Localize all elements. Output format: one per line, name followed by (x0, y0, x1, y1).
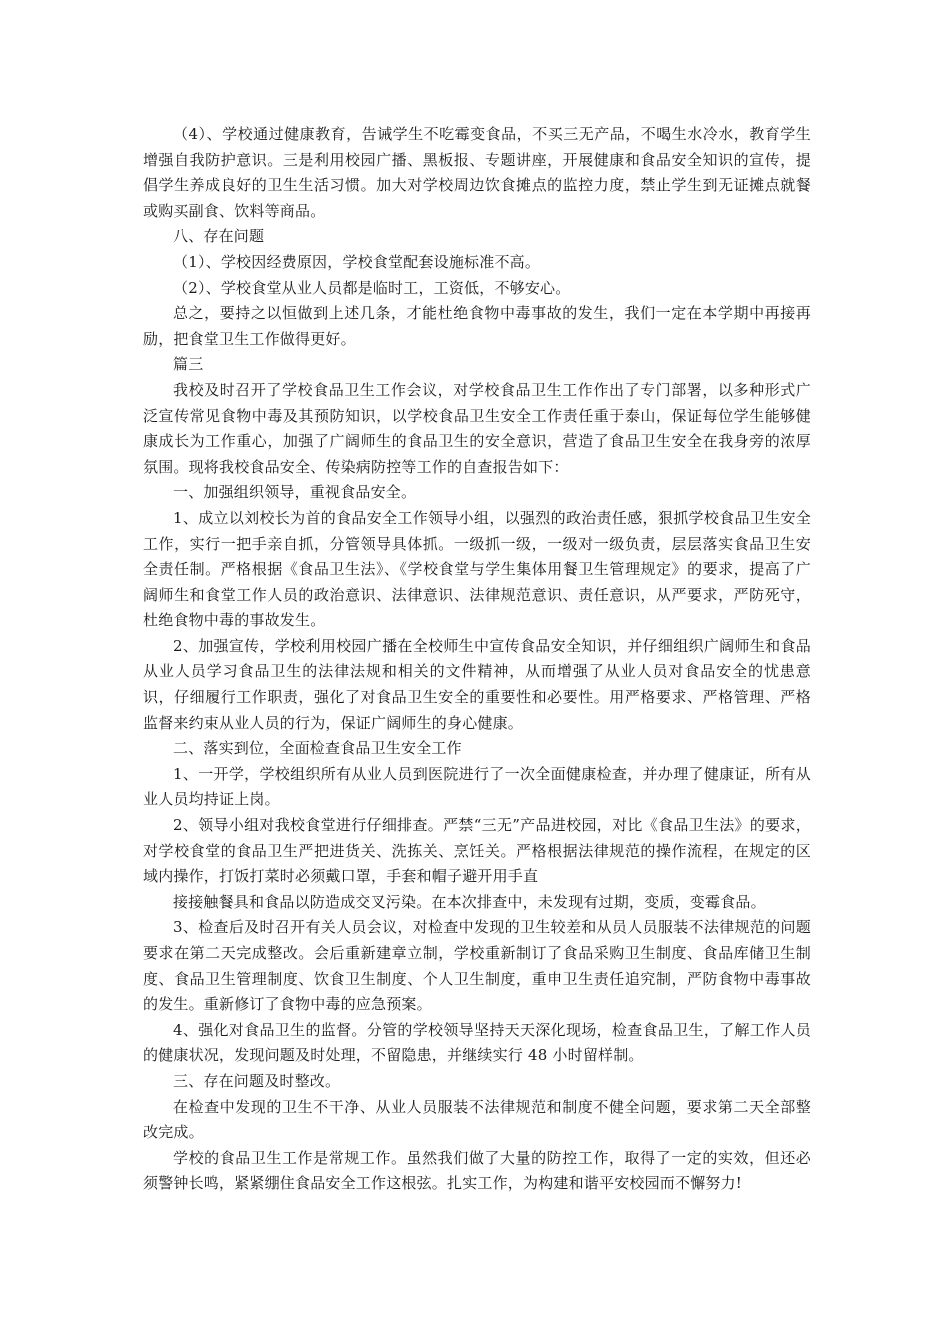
paragraph-inspection-3: 3、检查后及时召开有关人员会议，对检查中发现的卫生较差和从员人员服装不法律规范的问题要求在第二天完成整改。会后重新建章立制，学校重新制订了食品采购卫生制度、食品库储卫生制度、食品卫生管理制度、饮食卫生制度、个人卫生制度，重申卫生责任追究制，严防食物中毒事故的发生。重新修订了食物中毒的应急预案。 (143, 918, 811, 1014)
paragraph-inspection-1: 1、一开学，学校组织所有从业人员到医院进行了一次全面健康检查，并办理了健康证，所有从业人员均持证上岗。 (143, 764, 811, 809)
paragraph-leadership-1: 1、成立以刘校长为首的食品安全工作领导小组，以强烈的政治责任感，狠抓学校食品卫生安全工作，实行一把手亲自抓，分管领导具体抓。一级抓一级，一级对一级负责，层层落实食品卫生安全责任制。严格根据《食品卫生法》、《学校食堂与学生集体用餐卫生管理规定》的要求，提高了广阔师生和食堂工作人员的政治意识、法律意识、法律规范意识、责任意识，从严要求，严防死守，杜绝食物中毒的事故发生。 (143, 508, 811, 630)
paragraph-intro: 我校及时召开了学校食品卫生工作会议，对学校食品卫生工作作出了专门部署，以多种形式广泛宣传常见食物中毒及其预防知识，以学校食品卫生安全工作责任重于泰山，保证每位学生能够健康成长为工作重心，加强了广阔师生的食品卫生的安全意识，营造了食品卫生安全在我身旁的浓厚氛围。现将我校食品安全、传染病防控等工作的自查报告如下： (143, 380, 811, 476)
paragraph-conclusion: 学校的食品卫生工作是常规工作。虽然我们做了大量的防控工作，取得了一定的实效，但还必须警钟长鸣，紧紧绷住食品安全工作这根弦。扎实工作，为构建和谐平安校园而不懈努力! (143, 1148, 811, 1193)
paragraph-rectification: 在检查中发现的卫生不干净、从业人员服装不法律规范和制度不健全问题，要求第二天全部整改完成。 (143, 1097, 811, 1142)
section-heading-problems: 八、存在问题 (173, 227, 265, 246)
section-title-part-three: 篇三 (173, 355, 204, 374)
paragraph-inspection-2-cont: 接接触餐具和食品以防造成交叉污染。在本次排查中，未发现有过期，变质，变霉食品。 (173, 892, 766, 911)
paragraph-leadership-2: 2、加强宣传，学校利用校园广播在全校师生中宣传食品安全知识，并仔细组织广阔师生和食品从业人员学习食品卫生的法律法规和相关的文件精神，从而增强了从业人员对食品安全的忧患意识，仔细履行工作职责，强化了对食品卫生安全的重要性和必要性。用严格要求、严格管理、严格监督来约束从业人员的行为，保证广阔师生的身心健康。 (143, 636, 811, 732)
paragraph-health-education: （4）、学校通过健康教育，告诫学生不吃霉变食品，不买三无产品，不喝生水冷水，教育学生增强自我防护意识。三是利用校园广播、黑板报、专题讲座，开展健康和食品安全知识的宣传，提倡学生养成良好的卫生生活习惯。加大对学校周边饮食摊点的监控力度，禁止学生到无证摊点就餐或购买副食、饮料等商品。 (143, 125, 811, 220)
problem-item-1: （1）、学校因经费原因，学校食堂配套设施标准不高。 (173, 252, 541, 271)
document-body (143, 122, 811, 1197)
paragraph-inspection-2: 2、领导小组对我校食堂进行仔细排查。严禁“三无”产品进校园，对比《食品卫生法》的要求，对学校食堂的食品卫生严把进货关、洗拣关、烹饪关。严格根据法律规范的操作流程，在规定的区域内操作，打饭打菜时必须戴口罩，手套和帽子避开用手直 (143, 816, 811, 886)
section-heading-leadership: 一、加强组织领导，重视食品安全。 (173, 483, 417, 502)
paragraph-summary: 总之，要持之以恒做到上述几条，才能杜绝食物中毒事故的发生，我们一定在本学期中再接再励，把食堂卫生工作做得更好。 (143, 304, 811, 348)
problem-item-2: （2）、学校食堂从业人员都是临时工，工资低，不够安心。 (173, 278, 571, 297)
paragraph-inspection-4: 4、强化对食品卫生的监督。分管的学校领导坚持天天深化现场，检查食品卫生，了解工作人员的健康状况，发现问题及时处理，不留隐患，并继续实行 48 小时留样制。 (143, 1020, 811, 1065)
section-heading-rectification: 三、存在问题及时整改。 (173, 1071, 341, 1090)
section-heading-inspection: 二、落实到位，全面检查食品卫生安全工作 (173, 739, 462, 758)
